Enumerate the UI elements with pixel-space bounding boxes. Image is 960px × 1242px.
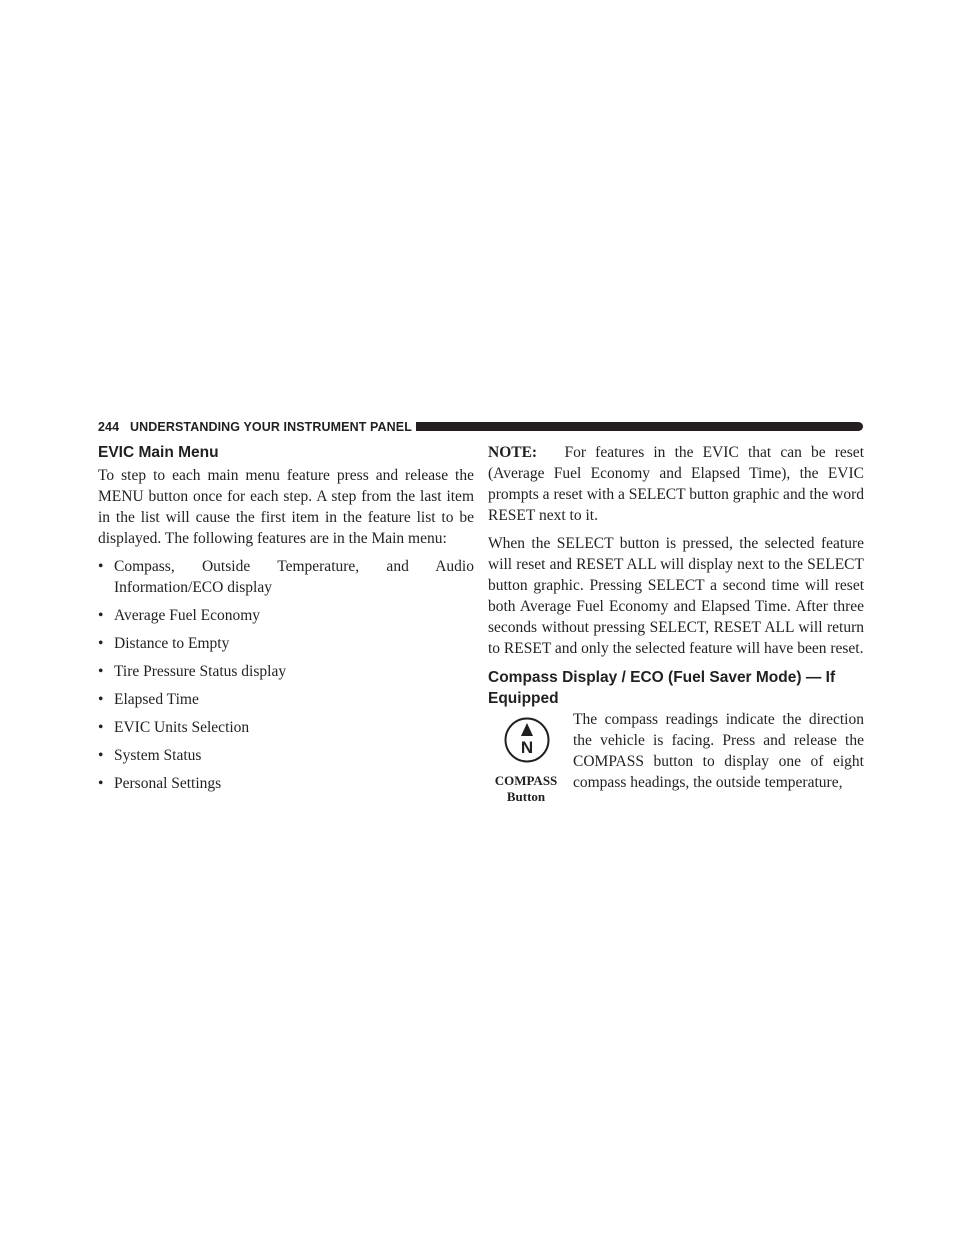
list-item: • Elapsed Time: [98, 691, 199, 708]
list-item: • Personal Settings: [98, 775, 222, 792]
note-label: NOTE:: [488, 444, 538, 461]
bullet-icon: •: [98, 635, 104, 652]
bullet-icon: •: [98, 691, 104, 708]
list-item: • Compass, Outside Temperature, and Audio Information/ECO display: [98, 558, 474, 596]
header-rule: [416, 422, 863, 431]
page-number: 244: [98, 420, 120, 434]
compass-button-caption: COMPASS Button: [494, 773, 558, 804]
reset-paragraph: When the SELECT button is pressed, the selected feature will reset and RESET ALL will display next to the SELECT button graphic. Pressing SELECT a second time will reset both Average Fuel Economy and Elapsed Time. After three seconds without pressing SELECT, RESET ALL will return to RESET and only the selected feature will have been reset.: [488, 535, 864, 657]
list-item: • System Status: [98, 747, 202, 764]
evic-main-menu-heading: EVIC Main Menu: [98, 444, 219, 461]
compass-display-heading: Compass Display / ECO (Fuel Saver Mode) — If Equipped: [488, 669, 836, 707]
compass-button-icon: [504, 717, 550, 763]
list-item: • Distance to Empty: [98, 635, 230, 652]
bullet-icon: •: [98, 558, 104, 575]
section-title: UNDERSTANDING YOUR INSTRUMENT PANEL: [130, 420, 412, 434]
list-item: • EVIC Units Selection: [98, 719, 250, 736]
list-item: • Average Fuel Economy: [98, 607, 261, 624]
compass-icon-letter: N: [520, 738, 534, 757]
bullet-icon: •: [98, 607, 104, 624]
right-column: [488, 442, 864, 819]
bullet-icon: •: [98, 663, 104, 680]
note-text: For features in the EVIC that can be reset (Average Fuel Economy and Elapsed Time), the EVIC prompts a reset with a SELECT button graphic and the word RESET next to it.: [488, 444, 864, 524]
bullet-icon: •: [98, 747, 104, 764]
compass-description: The compass readings indicate the direction the vehicle is facing. Press and release the COMPASS button to display one of eight compass headings, the outside temperature,: [573, 711, 864, 791]
left-column: [98, 442, 474, 794]
list-item: • Tire Pressure Status display: [98, 663, 287, 680]
reset-note: [488, 442, 864, 526]
bullet-icon: •: [98, 775, 104, 792]
main-menu-intro: To step to each main menu feature press and release the MENU button once for each step. A step from the last item in the list will cause the first item in the feature list to be displayed. The following features are in the Main menu:: [98, 467, 474, 547]
main-menu-feature-list: [98, 556, 474, 794]
page-header: [98, 418, 863, 438]
compass-figure: [488, 709, 864, 819]
bullet-icon: •: [98, 719, 104, 736]
